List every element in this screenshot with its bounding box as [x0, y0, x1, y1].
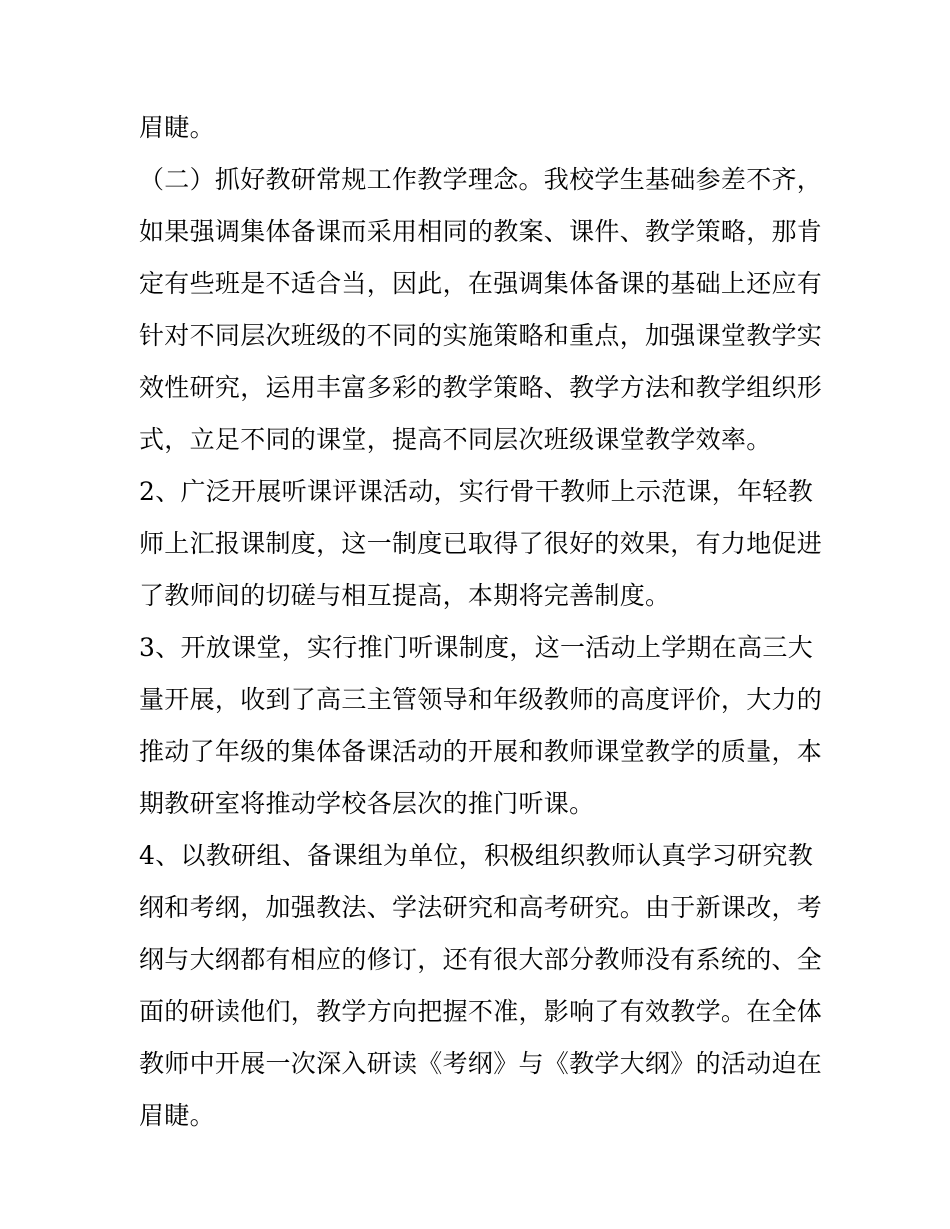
text-line-20: 眉睫。 — [139, 1101, 215, 1130]
text-line-16: 纲和考纲，加强教法、学法研究和高考研究。由于新课改，考 — [139, 893, 823, 922]
text-line-10: 了教师间的切磋与相互提高，本期将完善制度。 — [139, 581, 671, 610]
text-line-15: 4、以教研组、备课组为单位，积极组织教师认真学习研究教 — [139, 841, 814, 870]
text-line-17: 纲与大纲都有相应的修订，还有很大部分教师没有系统的、全 — [139, 945, 823, 974]
text-line-5: 针对不同层次班级的不同的实施策略和重点，加强课堂教学实 — [139, 321, 823, 350]
text-line-3: 如果强调集体备课而采用相同的教案、课件、教学策略，那肯 — [139, 217, 823, 246]
text-line-8: 2、广泛开展听课评课活动，实行骨干教师上示范课，年轻教 — [139, 477, 814, 506]
text-line-11: 3、开放课堂，实行推门听课制度，这一活动上学期在高三大 — [139, 633, 814, 662]
text-line-12: 量开展，收到了高三主管领导和年级教师的高度评价，大力的 — [139, 685, 823, 714]
text-line-13: 推动了年级的集体备课活动的开展和教师课堂教学的质量，本 — [139, 737, 823, 766]
text-line-1: 眉睫。 — [139, 113, 215, 142]
text-line-19: 教师中开展一次深入研读《考纲》与《教学大纲》的活动迫在 — [139, 1049, 823, 1078]
text-line-14: 期教研室将推动学校各层次的推门听课。 — [139, 789, 595, 818]
text-line-7: 式，立足不同的课堂，提高不同层次班级课堂教学效率。 — [139, 425, 772, 454]
text-line-2: （二）抓好教研常规工作教学理念。我校学生基础参差不齐， — [139, 165, 823, 194]
text-line-9: 师上汇报课制度，这一制度已取得了很好的效果，有力地促进 — [139, 529, 823, 558]
text-line-6: 效性研究，运用丰富多彩的教学策略、教学方法和教学组织形 — [139, 373, 823, 402]
text-line-18: 面的研读他们，教学方向把握不准，影响了有效教学。在全体 — [139, 997, 823, 1026]
text-line-4: 定有些班是不适合当，因此，在强调集体备课的基础上还应有 — [139, 269, 823, 298]
